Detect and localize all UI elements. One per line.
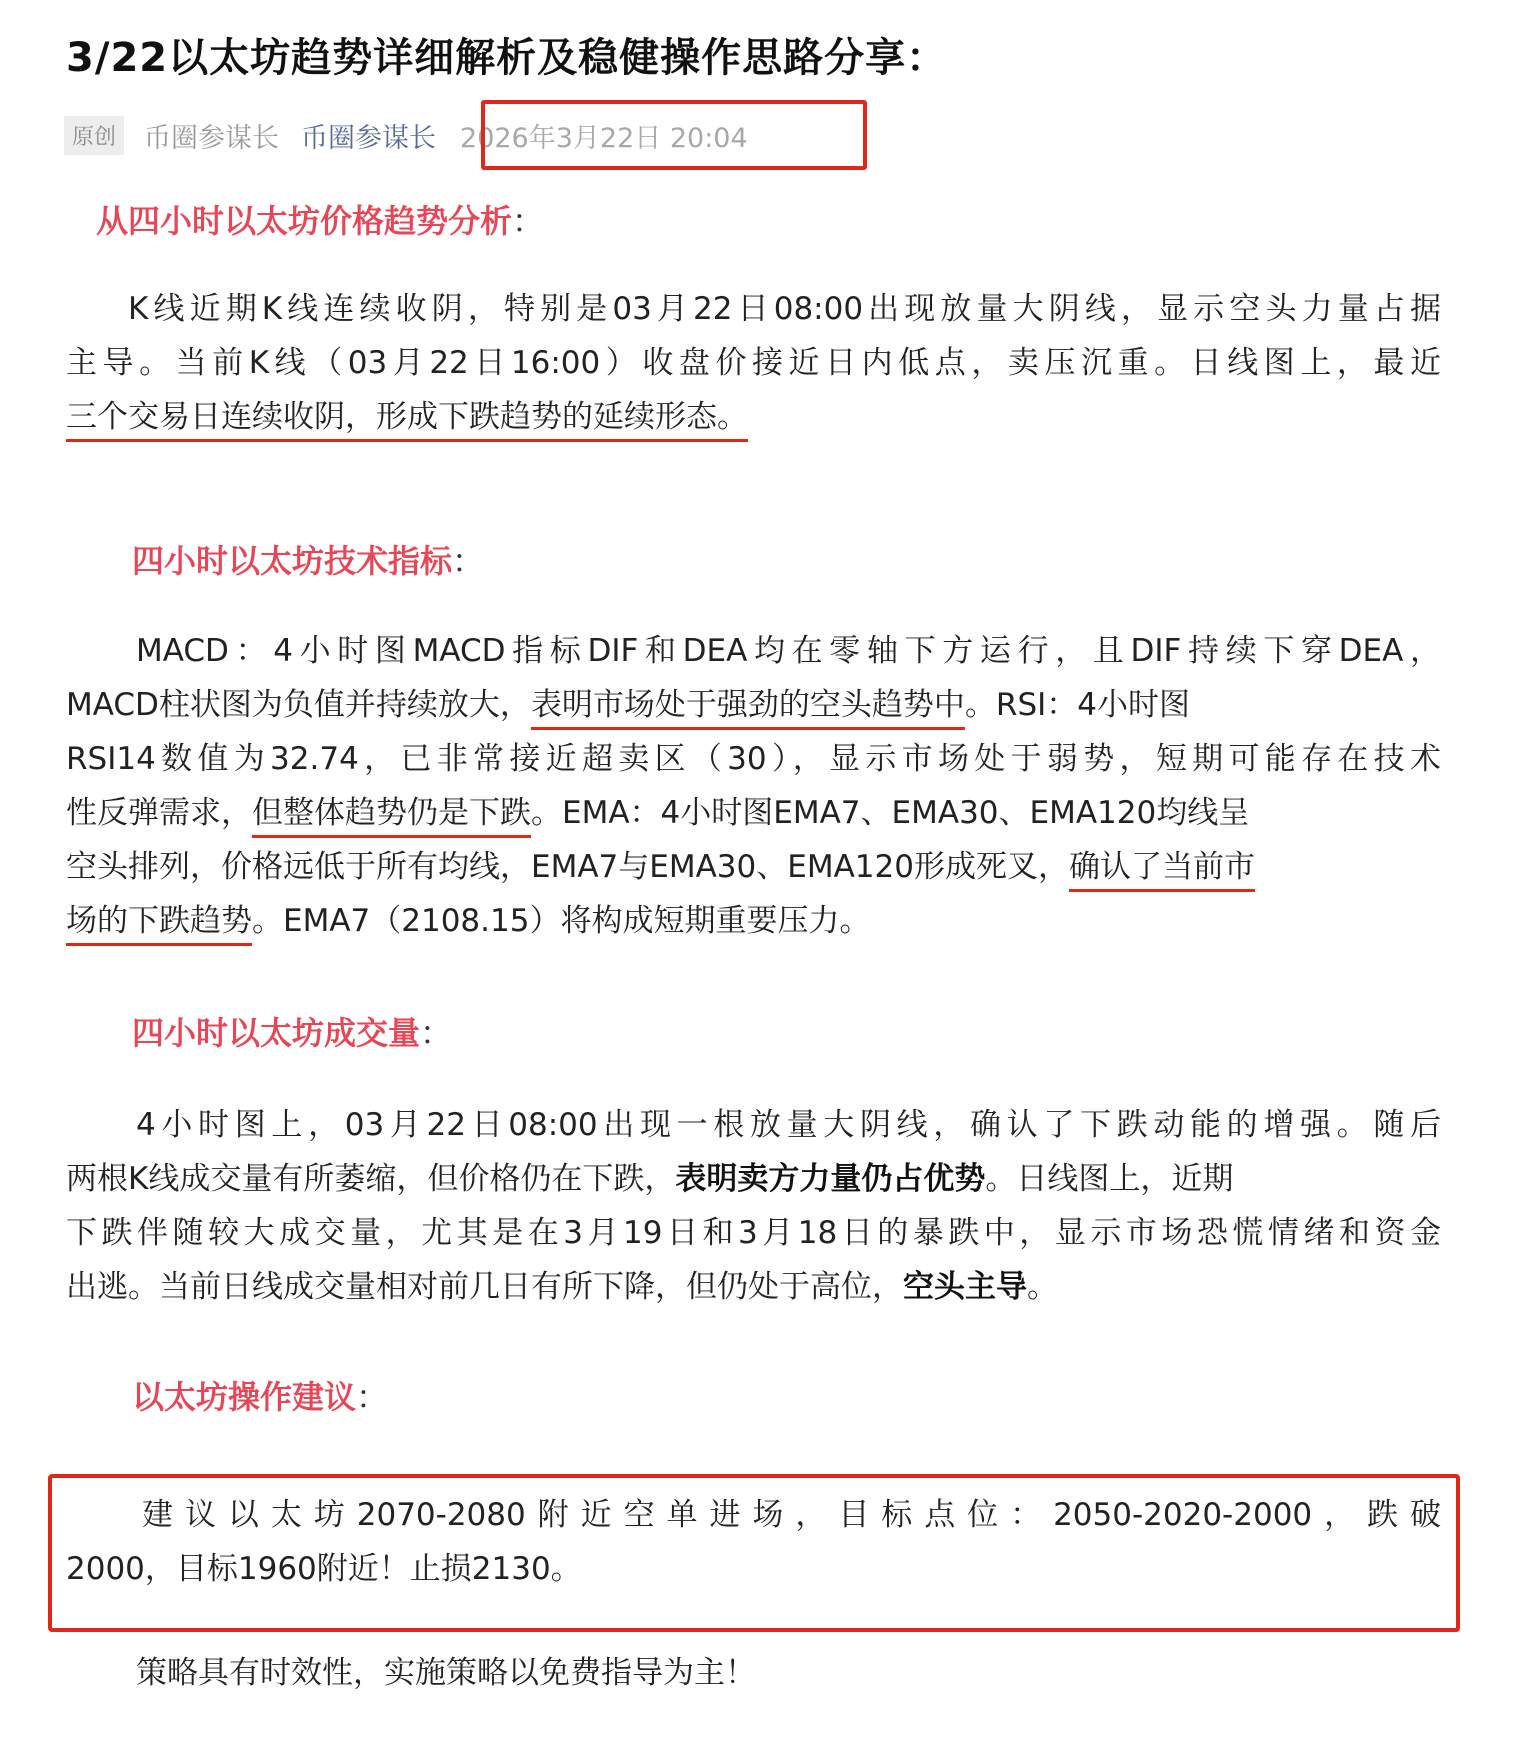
section-heading-volume: 四小时以太坊成交量： <box>132 1014 453 1052</box>
volume-line-4: 出逃。当前日线成交量相对前几日有所下降，但仍处于高位，空头主导。 <box>66 1269 1058 1305</box>
original-badge: 原创 <box>64 116 124 155</box>
date-highlight-box <box>481 100 867 170</box>
volume-line-1: 4小时图上，03月22日08:00出现一根放量大阴线，确认了下跌动能的增强。随后 <box>136 1107 1441 1143</box>
paragraph-advice <box>66 1488 1441 1596</box>
indicators-underline-2: 但整体趋势仍是下跌 <box>252 795 531 831</box>
indicators-line-3: RSI14数值为32.74，已非常接近超卖区（30），显示市场处于弱势，短期可能存在技术 <box>66 741 1441 777</box>
paragraph-trend <box>66 282 1441 444</box>
indicators-underline-4: 场的下跌趋势 <box>66 903 252 939</box>
author-name: 币圈参谋长 <box>144 122 280 154</box>
advice-line-2: 2000，目标1960附近！止损2130。 <box>66 1551 582 1587</box>
volume-bold-1: 表明卖方力量仍占优势 <box>675 1161 986 1197</box>
section-heading-advice: 以太坊操作建议： <box>132 1378 389 1416</box>
indicators-line-1: MACD：4小时图MACD指标DIF和DEA均在零轴下方运行，且DIF持续下穿DEA， <box>136 633 1441 669</box>
account-link[interactable]: 币圈参谋长 <box>301 122 437 154</box>
trend-line-1: K线近期K线连续收阴，特别是03月22日08:00出现放量大阴线，显示空头力量占据 <box>128 291 1441 327</box>
paragraph-volume <box>66 1098 1441 1314</box>
article-title: 3/22以太坊趋势详细解析及稳健操作思路分享： <box>66 35 948 81</box>
footer-line: 策略具有时效性，实施策略以免费指导为主！ <box>136 1655 756 1691</box>
trend-line-3 <box>66 390 1441 444</box>
indicators-line-5: 空头排列，价格远低于所有均线，EMA7与EMA30、EMA120形成死叉，确认了当前市 <box>66 849 1255 885</box>
indicators-underline-3: 确认了当前市 <box>1068 849 1255 885</box>
volume-bold-2: 空头主导 <box>903 1269 1027 1305</box>
indicators-line-4: 性反弹需求，但整体趋势仍是下跌。EMA：4小时图EMA7、EMA30、EMA120均线呈 <box>66 795 1250 831</box>
volume-line-3: 下跌伴随较大成交量，尤其是在3月19日和3月18日的暴跌中，显示市场恐慌情绪和资金 <box>66 1215 1441 1251</box>
indicators-line-2: MACD柱状图为负值并持续放大，表明市场处于强劲的空头趋势中。RSI：4小时图 <box>66 687 1191 723</box>
publish-date: 2026年3月22日 20:04 <box>460 122 748 154</box>
section-heading-trend: 从四小时以太坊价格趋势分析： <box>96 202 545 240</box>
volume-line-2: 两根K线成交量有所萎缩，但价格仍在下跌，表明卖方力量仍占优势。日线图上，近期 <box>66 1161 1234 1197</box>
paragraph-indicators <box>66 624 1441 948</box>
section-heading-indicators: 四小时以太坊技术指标： <box>132 542 485 580</box>
indicators-line-6: 场的下跌趋势。EMA7（2108.15）将构成短期重要压力。 <box>66 903 871 939</box>
paragraph-footer <box>66 1646 1441 1700</box>
trend-underline: 三个交易日连续收阴，形成下跌趋势的延续形态。 <box>66 399 748 435</box>
indicators-underline-1: 表明市场处于强劲的空头趋势中 <box>530 687 965 723</box>
trend-line-2: 主导。当前K线（03月22日16:00）收盘价接近日内低点，卖压沉重。日线图上，最近 <box>66 345 1441 381</box>
advice-line-1: 建议以太坊2070-2080附近空单进场，目标点位：2050-2020-2000，跌破 <box>142 1497 1441 1533</box>
